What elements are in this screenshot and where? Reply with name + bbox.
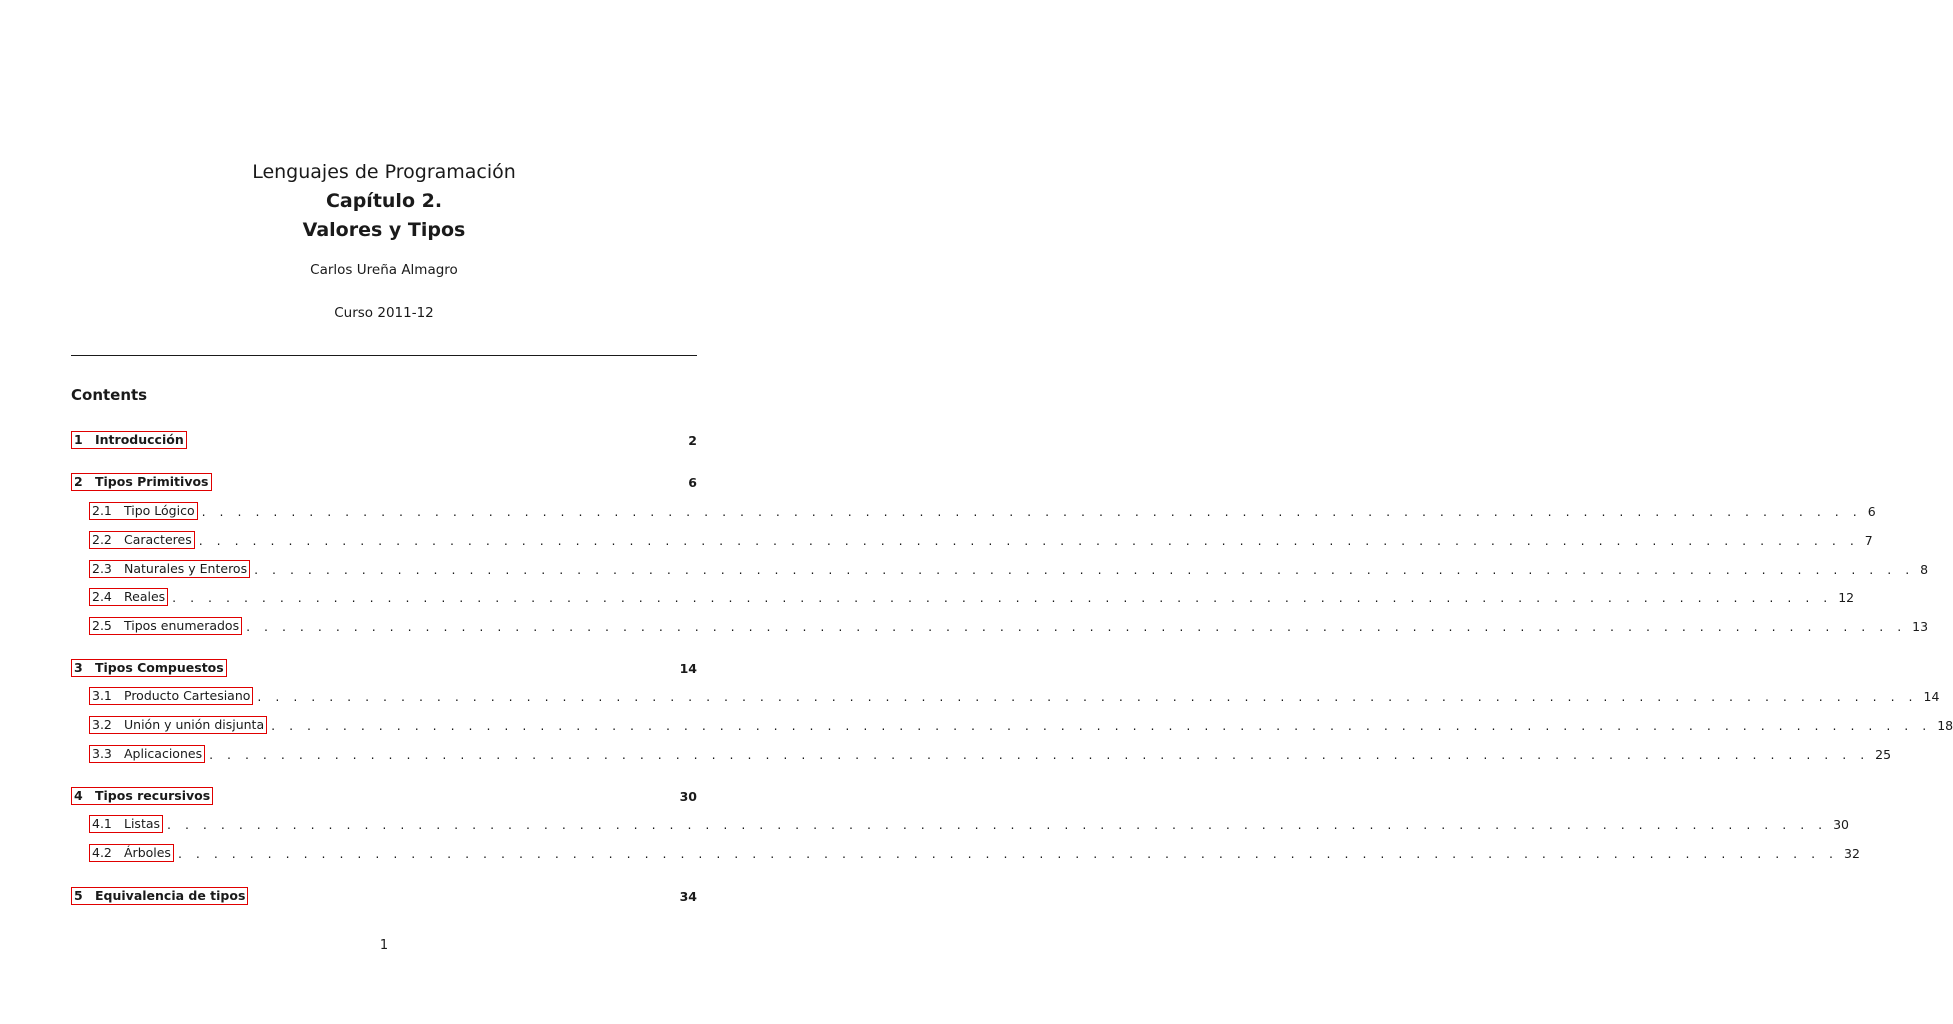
toc-entry-2-4 <box>89 587 1855 607</box>
horizontal-rule <box>71 355 697 356</box>
toc-page: 34 <box>679 888 697 904</box>
toc-entry-4 <box>71 786 697 806</box>
toc-link-3-3[interactable] <box>89 745 205 763</box>
toc-link-2-4[interactable] <box>89 588 168 606</box>
toc-number: 3.1 <box>92 688 112 703</box>
toc-link-4-1[interactable] <box>89 815 163 833</box>
toc-number: 3.3 <box>92 746 112 761</box>
toc-dot-leader: . . . . . . . . . . . . . . . . . . . . . . . . . . . . . . . . . . . . . . . . . . . . . . . . . . . . . . . . . . . . . . . . . . . . . . . . . . . . . . . . . . . . . . . . . . . . . <box>257 688 1918 704</box>
contents-heading: Contents <box>71 386 148 404</box>
toc-page: 2 <box>688 432 697 448</box>
toc-title: Producto Cartesiano <box>124 688 251 703</box>
toc-dot-leader: . . . . . . . . . . . . . . . . . . . . . . . . . . . . . . . . . . . . . . . . . . . . . . . . . . . . . . . . . . . . . . . . . . . . . . . . . . . . . . . . . . . . . . . . . . . . . <box>254 561 1915 577</box>
toc-entry-3-1 <box>89 686 1940 706</box>
toc-entry-2-1 <box>89 501 1876 521</box>
toc-dot-leader: . . . . . . . . . . . . . . . . . . . . . . . . . . . . . . . . . . . . . . . . . . . . . . . . . . . . . . . . . . . . . . . . . . . . . . . . . . . . . . . . . . . . . . . . . . . . . <box>201 503 1862 519</box>
toc-page: 14 <box>1923 688 1940 704</box>
toc-entry-2-3 <box>89 559 1929 579</box>
toc-link-3-2[interactable] <box>89 716 267 734</box>
toc-link-4[interactable] <box>71 787 213 805</box>
toc-entry-4-1 <box>89 814 1850 834</box>
toc-title: Caracteres <box>124 532 192 547</box>
toc-entry-1 <box>71 430 697 450</box>
toc-title: Tipo Lógico <box>124 503 195 518</box>
toc-link-2-5[interactable] <box>89 617 242 635</box>
course-date: Curso 2011-12 <box>334 305 434 321</box>
chapter-number: Capítulo 2. <box>325 190 443 212</box>
toc-number: 3.2 <box>92 717 112 732</box>
toc-number: 1 <box>74 432 83 447</box>
toc-entry-2 <box>71 472 697 492</box>
toc-number: 2.5 <box>92 618 112 633</box>
toc-title: Tipos recursivos <box>95 788 211 803</box>
toc-dot-leader: . . . . . . . . . . . . . . . . . . . . . . . . . . . . . . . . . . . . . . . . . . . . . . . . . . . . . . . . . . . . . . . . . . . . . . . . . . . . . . . . . . . . . . . . . . . . . <box>198 532 1859 548</box>
toc-dot-leader: . . . . . . . . . . . . . . . . . . . . . . . . . . . . . . . . . . . . . . . . . . . . . . . . . . . . . . . . . . . . . . . . . . . . . . . . . . . . . . . . . . . . . . . . . . . . . <box>246 618 1907 634</box>
toc-title: Unión y unión disjunta <box>124 717 265 732</box>
toc-number: 5 <box>74 888 83 903</box>
toc-page: 18 <box>1937 717 1953 733</box>
chapter-title: Valores y Tipos <box>302 219 466 241</box>
toc-number: 4.1 <box>92 816 112 831</box>
toc-entry-5 <box>71 886 697 906</box>
toc-page: 6 <box>1867 503 1876 519</box>
toc-page: 6 <box>688 474 697 490</box>
toc-dot-leader: . . . . . . . . . . . . . . . . . . . . . . . . . . . . . . . . . . . . . . . . . . . . . . . . . . . . . . . . . . . . . . . . . . . . . . . . . . . . . . . . . . . . . . . . . . . . . <box>167 816 1828 832</box>
toc-link-2-2[interactable] <box>89 531 195 549</box>
toc-link-5[interactable] <box>71 887 248 905</box>
toc-dot-leader: . . . . . . . . . . . . . . . . . . . . . . . . . . . . . . . . . . . . . . . . . . . . . . . . . . . . . . . . . . . . . . . . . . . . . . . . . . . . . . . . . . . . . . . . . . . . . <box>271 717 1932 733</box>
toc-number: 2.3 <box>92 561 112 576</box>
toc-number: 4.2 <box>92 845 112 860</box>
toc-title: Árboles <box>124 845 171 860</box>
toc-link-1[interactable] <box>71 431 187 449</box>
toc-number: 4 <box>74 788 83 803</box>
toc-dot-leader: . . . . . . . . . . . . . . . . . . . . . . . . . . . . . . . . . . . . . . . . . . . . . . . . . . . . . . . . . . . . . . . . . . . . . . . . . . . . . . . . . . . . . . . . . . . . . <box>209 746 1870 762</box>
toc-page: 13 <box>1912 618 1929 634</box>
page-number-footer: 1 <box>379 938 389 953</box>
toc-number: 2.4 <box>92 589 112 604</box>
toc-title: Tipos enumerados <box>124 618 240 633</box>
author: Carlos Ureña Almagro <box>310 262 458 278</box>
toc-page: 8 <box>1920 561 1929 577</box>
toc-title: Aplicaciones <box>124 746 203 761</box>
toc-link-4-2[interactable] <box>89 844 174 862</box>
toc-page: 14 <box>679 660 697 676</box>
toc-title: Listas <box>124 816 161 831</box>
toc-number: 2.1 <box>92 503 112 518</box>
toc-entry-3-3 <box>89 744 1892 764</box>
toc-page: 25 <box>1875 746 1892 762</box>
toc-entry-3-2 <box>89 715 1953 735</box>
toc-link-2-3[interactable] <box>89 560 250 578</box>
document-title: Lenguajes de Programación <box>252 161 516 183</box>
toc-title: Naturales y Enteros <box>124 561 248 576</box>
toc-link-3[interactable] <box>71 659 227 677</box>
toc-number: 2 <box>74 474 83 489</box>
toc-link-3-1[interactable] <box>89 687 253 705</box>
toc-entry-3 <box>71 658 697 678</box>
toc-title: Tipos Compuestos <box>95 660 224 675</box>
toc-page: 12 <box>1838 589 1855 605</box>
title-block <box>0 158 768 245</box>
toc-title: Reales <box>124 589 166 604</box>
toc-title: Equivalencia de tipos <box>95 888 246 903</box>
toc-number: 3 <box>74 660 83 675</box>
toc-dot-leader: . . . . . . . . . . . . . . . . . . . . . . . . . . . . . . . . . . . . . . . . . . . . . . . . . . . . . . . . . . . . . . . . . . . . . . . . . . . . . . . . . . . . . . . . . . . . . <box>172 589 1833 605</box>
toc-entry-2-2 <box>89 530 1873 550</box>
toc-link-2-1[interactable] <box>89 502 198 520</box>
toc-number: 2.2 <box>92 532 112 547</box>
toc-link-2[interactable] <box>71 473 212 491</box>
toc-title: Tipos Primitivos <box>95 474 209 489</box>
toc-page: 30 <box>679 788 697 804</box>
toc-entry-2-5 <box>89 616 1929 636</box>
toc-page: 7 <box>1864 532 1873 548</box>
toc-title: Introducción <box>95 432 184 447</box>
toc-entry-4-2 <box>89 843 1860 863</box>
toc-dot-leader: . . . . . . . . . . . . . . . . . . . . . . . . . . . . . . . . . . . . . . . . . . . . . . . . . . . . . . . . . . . . . . . . . . . . . . . . . . . . . . . . . . . . . . . . . . . . . <box>177 845 1839 861</box>
toc-page: 30 <box>1833 816 1850 832</box>
toc-page: 32 <box>1844 845 1860 861</box>
